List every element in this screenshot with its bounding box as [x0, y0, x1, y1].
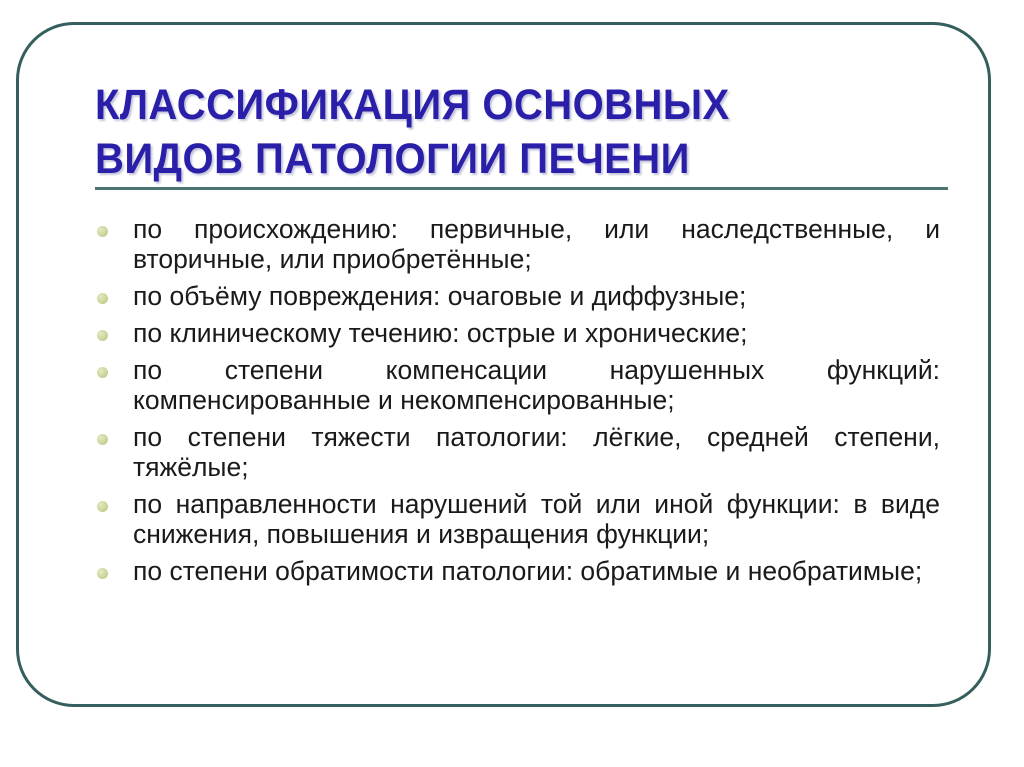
bullet-icon	[97, 330, 108, 341]
list-item-text: по степени тяжести патологии: лёгкие, средней степени, тяжёлые;	[133, 422, 940, 482]
list-item-text: по происхождению: первичные, или наследственные, и вторичные, или приобретённые;	[133, 214, 940, 274]
list-item-text: по степени компенсации нарушенных функций: компенсированные и некомпенсированные;	[133, 355, 940, 415]
list-item-text: по объёму повреждения: очаговые и диффузные;	[133, 281, 747, 311]
list-item	[95, 281, 940, 311]
list-item-text: по степени обратимости патологии: обратимые и необратимые;	[133, 556, 923, 586]
slide-title	[95, 78, 895, 186]
list-item	[95, 318, 940, 348]
list-item	[95, 489, 940, 549]
slide-title-line-2: ВИДОВ ПАТОЛОГИИ ПЕЧЕНИ	[95, 135, 690, 183]
bullet-icon	[97, 501, 108, 512]
list-item-text: по клиническому течению: острые и хронические;	[133, 318, 748, 348]
bullet-icon	[97, 568, 108, 579]
list-item	[95, 556, 940, 586]
list-item	[95, 422, 940, 482]
bullet-icon	[97, 226, 108, 237]
list-item-text: по направленности нарушений той или иной функции: в виде снижения, повышения и извращения функции;	[133, 489, 940, 549]
slide-title-line-1: КЛАССИФИКАЦИЯ ОСНОВНЫХ	[95, 81, 730, 129]
bullet-icon	[97, 367, 108, 378]
list-item	[95, 355, 940, 415]
list-item	[95, 214, 940, 274]
bullet-icon	[97, 293, 108, 304]
classification-list	[95, 214, 940, 593]
title-divider	[95, 187, 948, 190]
bullet-icon	[97, 434, 108, 445]
